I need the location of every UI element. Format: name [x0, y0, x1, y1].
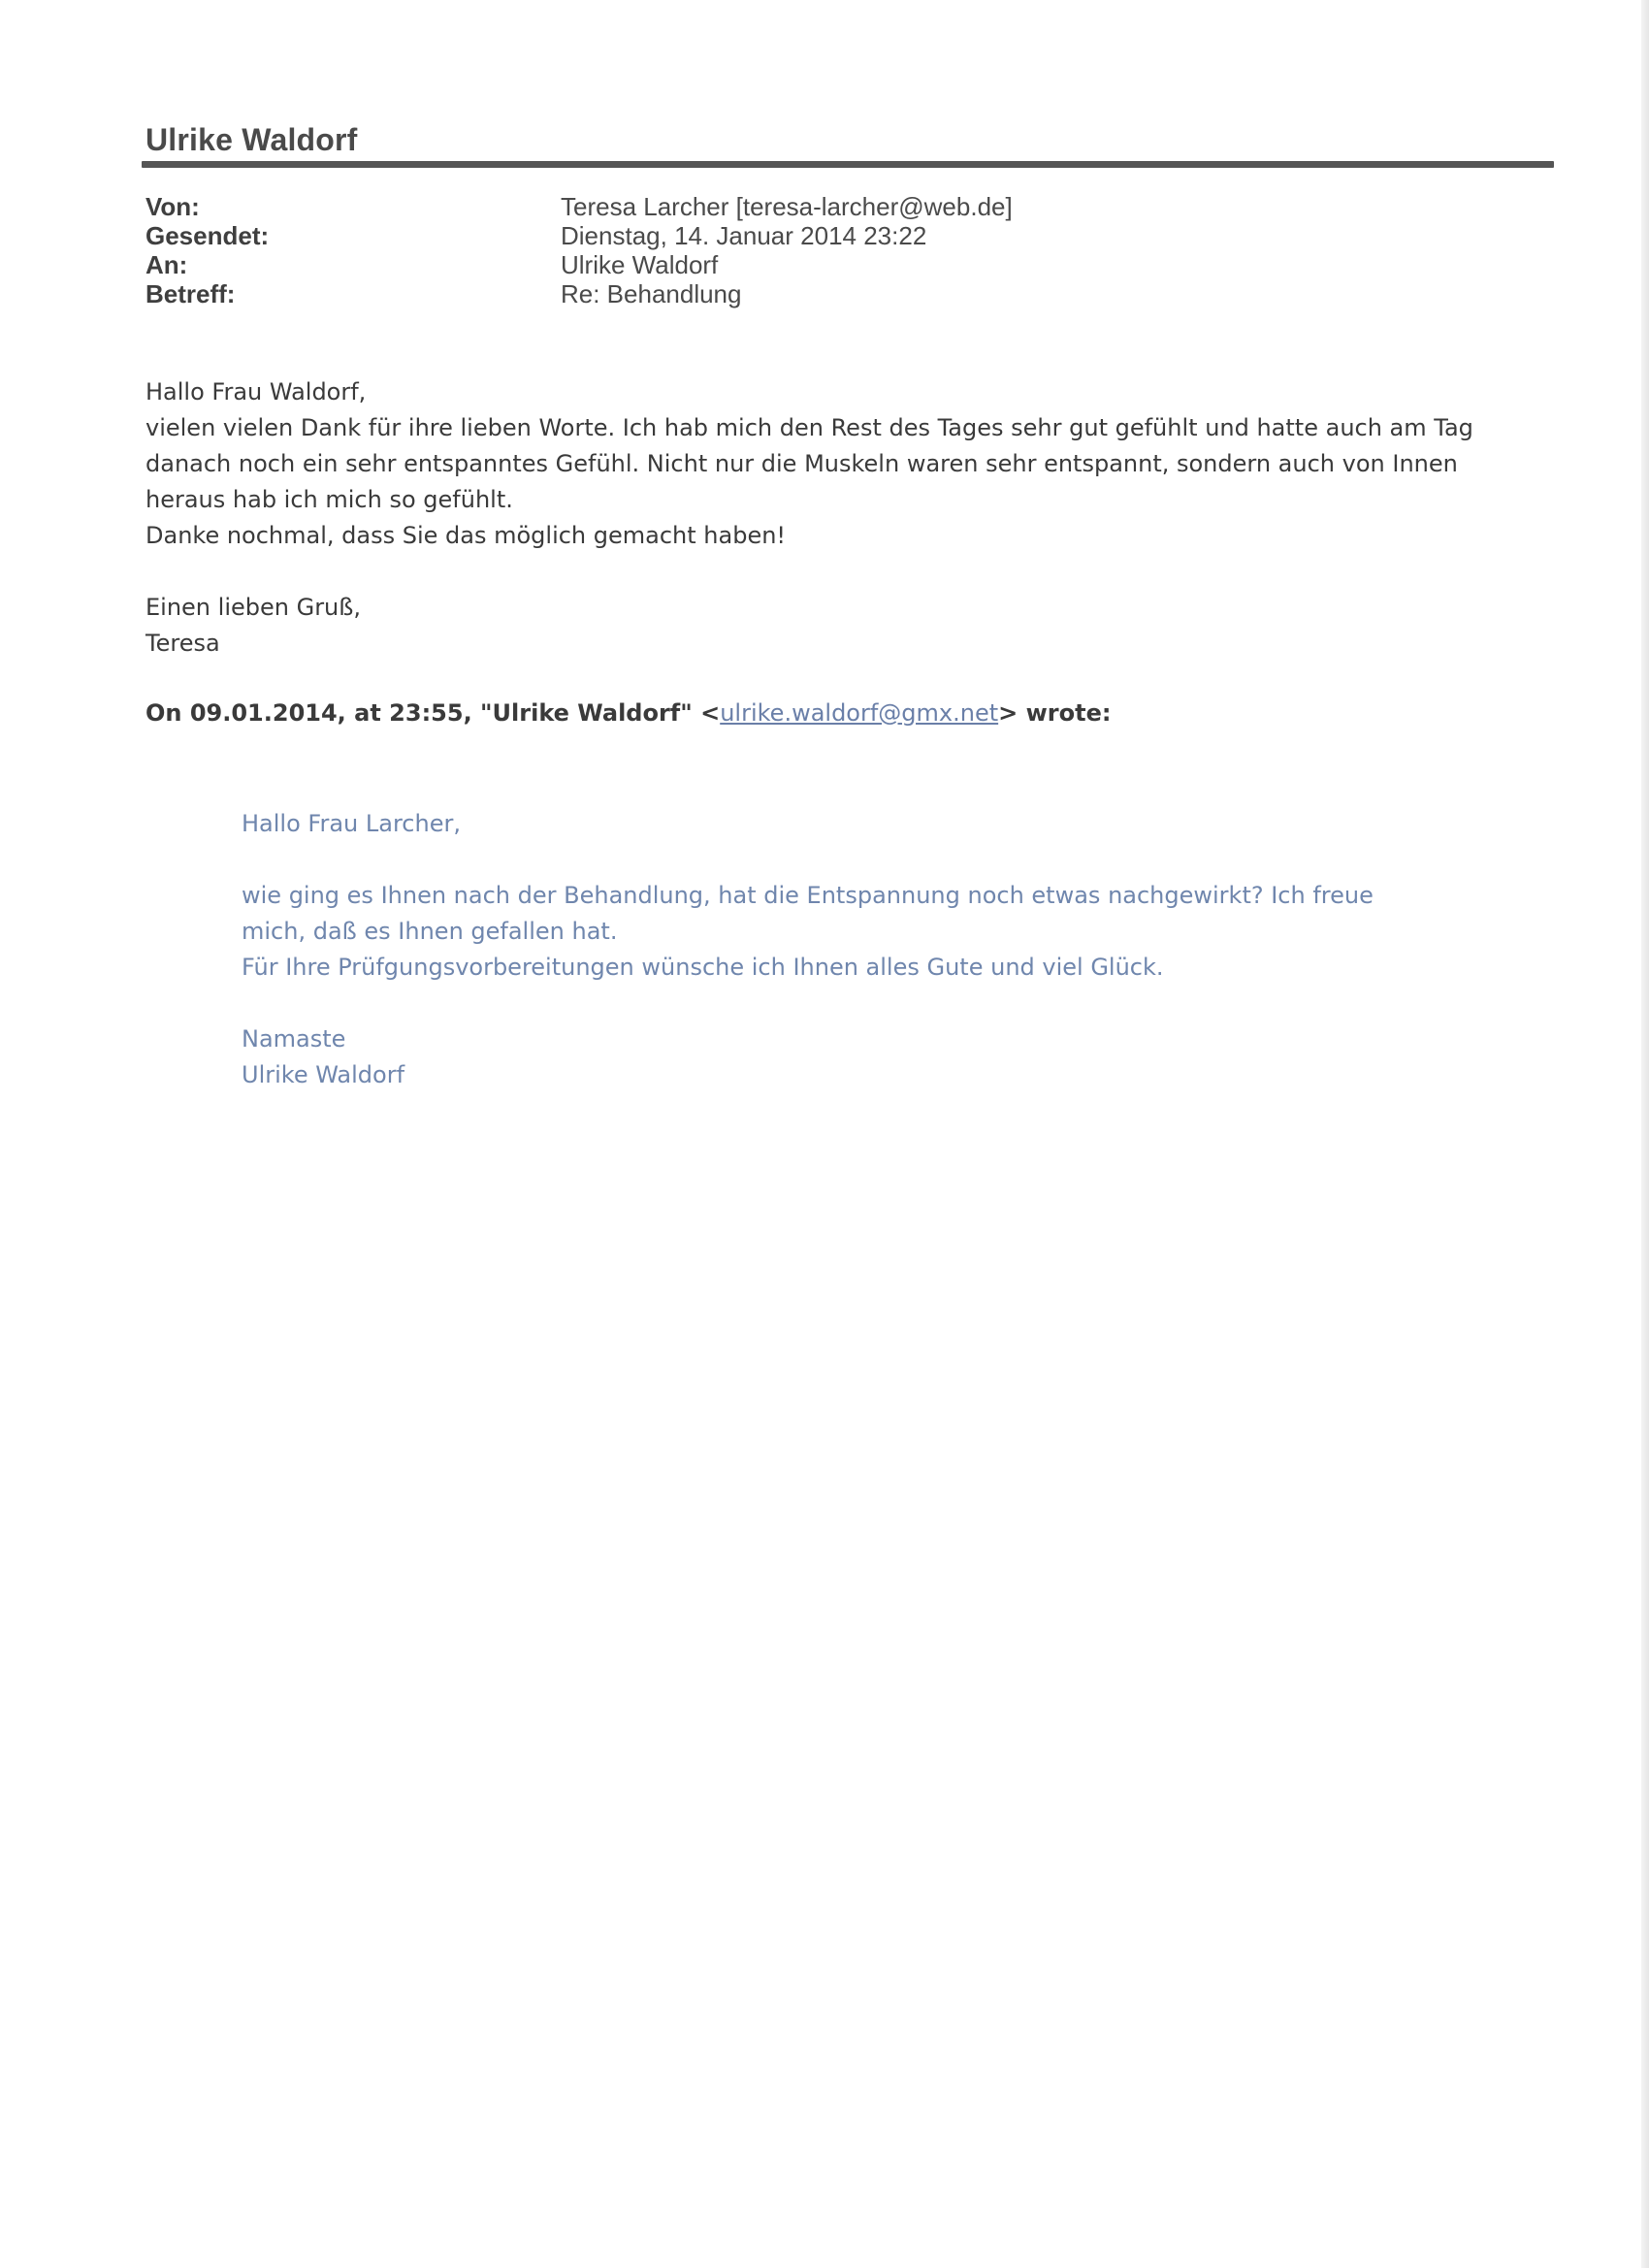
header-row-from — [146, 192, 1504, 221]
quoted-line: mich, daß es Ihnen gefallen hat. — [242, 918, 618, 945]
body-signature: Teresa — [146, 630, 220, 657]
to-label: An: — [146, 250, 188, 279]
quoted-line: wie ging es Ihnen nach der Behandlung, hat die Entspannung noch etwas nachgewirkt? Ich freue — [242, 882, 1374, 909]
sent-label: Gesendet: — [146, 221, 270, 250]
body-line: heraus hab ich mich so gefühlt. — [146, 486, 513, 513]
body-line: vielen vielen Dank für ihre lieben Worte. Ich hab mich den Rest des Tages sehr gut gefühlt und hatte auch am Tag — [146, 414, 1473, 441]
body-greeting: Hallo Frau Waldorf, — [146, 378, 367, 405]
quoted-signature: Ulrike Waldorf — [242, 1061, 405, 1088]
quoted-email-link[interactable]: ulrike.waldorf@gmx.net — [720, 699, 999, 727]
body-line: Danke nochmal, dass Sie das möglich gemacht haben! — [146, 522, 787, 549]
quoted-closing: Namaste — [242, 1025, 346, 1053]
quote-suffix: wrote: — [1018, 699, 1112, 727]
quote-bracket: > — [998, 699, 1018, 727]
paragraph-gap — [242, 986, 1454, 1021]
body-closing: Einen lieben Gruß, — [146, 594, 362, 621]
header-row-to — [146, 250, 1504, 279]
paragraph-gap — [242, 842, 1454, 878]
from-value: Teresa Larcher [teresa-larcher@web.de] — [561, 192, 1013, 221]
email-header — [146, 192, 1504, 308]
from-label: Von: — [146, 192, 200, 221]
header-row-sent — [146, 221, 1504, 250]
quote-prefix: On 09.01.2014, at 23:55, "Ulrike Waldorf" < — [146, 699, 721, 727]
body-line: danach noch ein sehr entspanntes Gefühl. Nicht nur die Muskeln waren sehr entspannt, sondern auch von Innen — [146, 450, 1458, 477]
quoted-greeting: Hallo Frau Larcher, — [242, 810, 461, 837]
title-divider — [142, 161, 1554, 168]
quoted-line: Für Ihre Prüfgungsvorbereitungen wünsche ich Ihnen alles Gute und viel Glück. — [242, 954, 1164, 981]
scan-edge — [1641, 0, 1649, 2268]
header-row-subject — [146, 279, 1504, 308]
email-body — [146, 374, 1523, 662]
sent-value: Dienstag, 14. Januar 2014 23:22 — [561, 221, 927, 250]
paragraph-gap — [146, 554, 1523, 590]
subject-value: Re: Behandlung — [561, 279, 742, 308]
quoted-message — [242, 806, 1454, 1093]
to-value: Ulrike Waldorf — [561, 250, 719, 279]
quote-attribution — [146, 699, 1111, 727]
subject-label: Betreff: — [146, 279, 236, 308]
mailbox-owner-name: Ulrike Waldorf — [146, 122, 358, 157]
